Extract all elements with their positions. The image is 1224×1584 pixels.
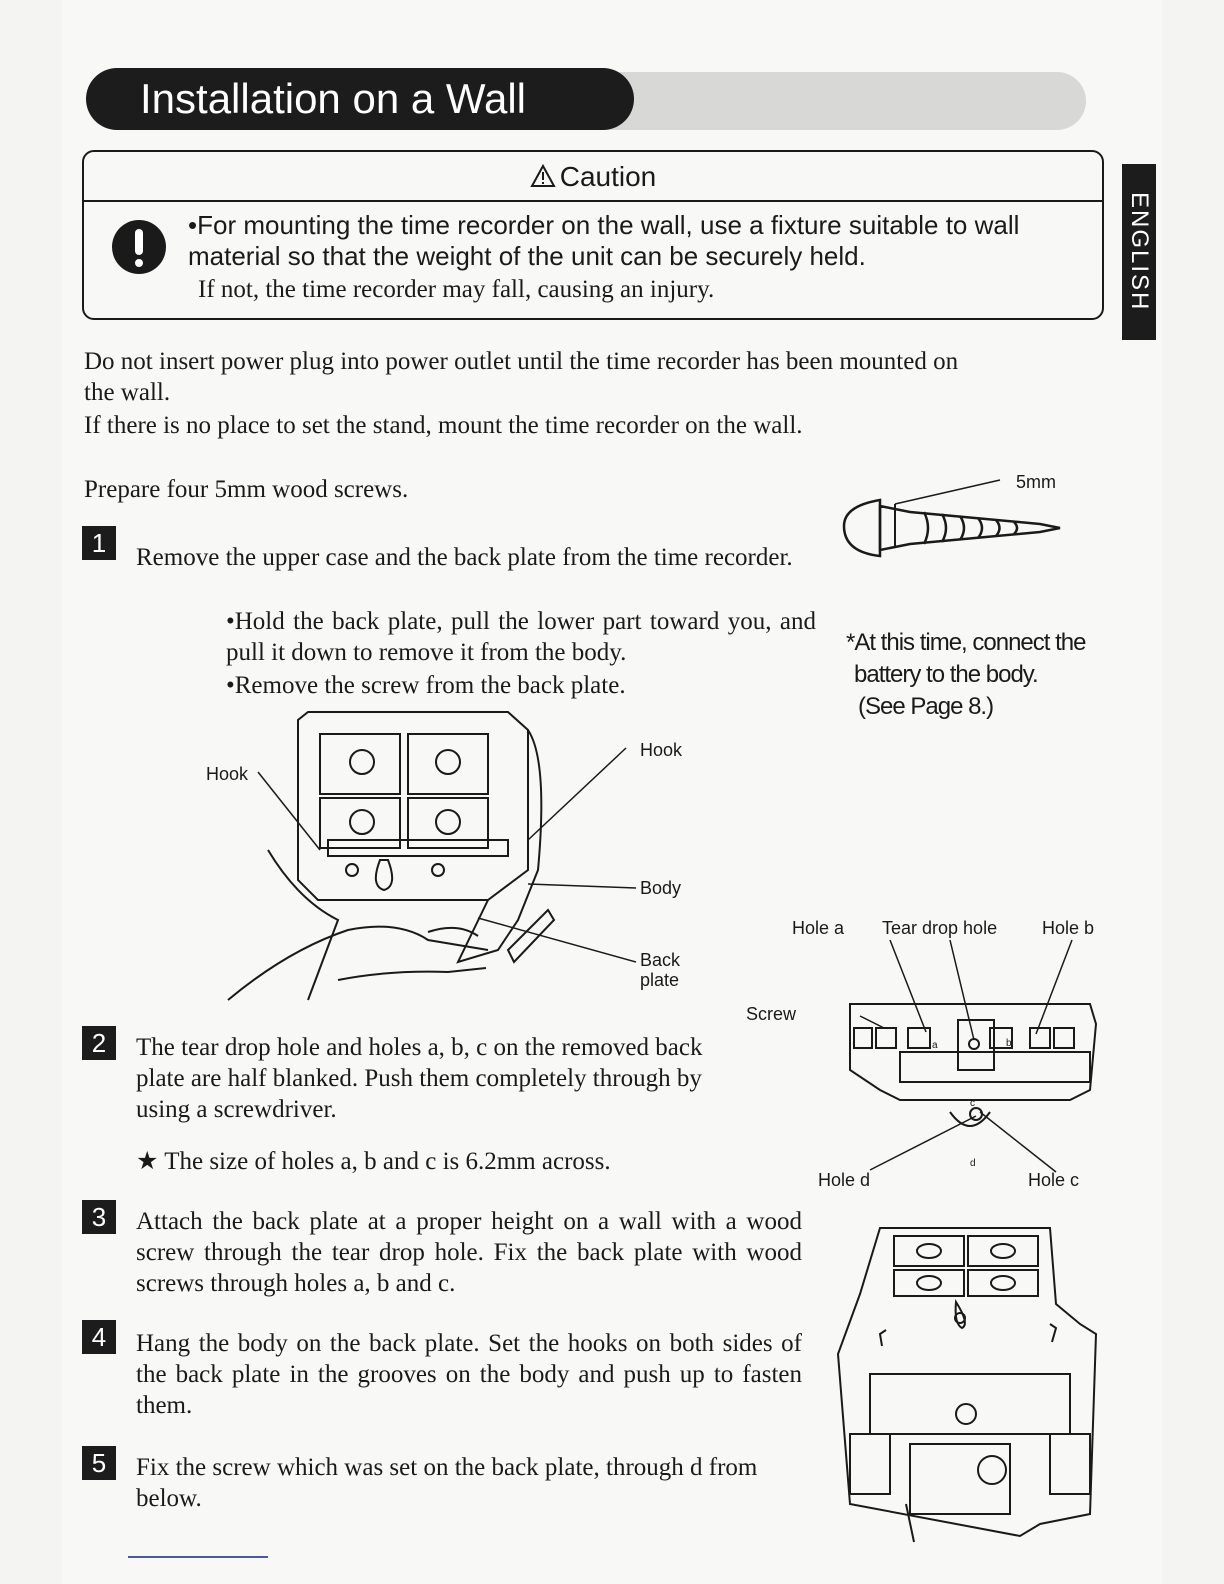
caution-main-text: •For mounting the time recorder on the wall, use a fixture suitable to wall material so that the weight of the unit can be securely held. — [188, 210, 1020, 271]
caution-box — [82, 150, 1104, 320]
hole-d-mark: d — [970, 1158, 976, 1169]
intro-line-3: Prepare four 5mm wood screws. — [84, 476, 409, 503]
step-1-number: 1 — [82, 526, 116, 560]
footer-rule — [128, 1556, 268, 1558]
body-on-back-plate-illustration — [830, 1224, 1106, 1544]
hook-right-label: Hook — [640, 740, 683, 760]
warning-triangle-icon — [530, 164, 556, 188]
step-2-star-note: ★ The size of holes a, b and c is 6.2mm across. — [136, 1148, 611, 1175]
intro-line-1: Do not insert power plug into power outlet until the time recorder has been mounted on the wall. — [84, 348, 959, 406]
step-2-number: 2 — [82, 1026, 116, 1060]
step-1-bullet-1: •Hold the back plate, pull the lower part toward you, and pull it down to remove it from the body. — [226, 608, 816, 666]
screw-label: Screw — [746, 1004, 797, 1024]
back-plate-label-2: plate — [640, 970, 680, 990]
step-2-text: The tear drop hole and holes a, b, c on the removed back plate are half blanked. Push them completely through by using a screwdriver. — [136, 1034, 703, 1123]
step-4-number: 4 — [82, 1320, 116, 1354]
body-label: Body — [640, 878, 682, 898]
hole-a-label: Hole a — [792, 918, 845, 938]
step-5-number: 5 — [82, 1446, 116, 1480]
step-3-text: Attach the back plate at a proper height on a wall with a wood screw through the tear drop hole. Fix the back plate with wood screws through holes a, b and c. — [136, 1208, 802, 1297]
screw-size-label: 5mm — [1016, 472, 1056, 492]
bleed-through-bar — [560, 72, 1086, 130]
step-1-bullet-2: •Remove the screw from the back plate. — [226, 672, 626, 699]
hole-d-label: Hole d — [818, 1170, 871, 1190]
caution-sub-text: If not, the time recorder may fall, causing an injury. — [198, 276, 715, 303]
tear-drop-hole-label: Tear drop hole — [882, 918, 998, 938]
back-plate-label-1: Back — [640, 950, 681, 970]
battery-note-line-1: *At this time, connect the — [846, 629, 1086, 656]
battery-note-line-2: battery to the body. — [854, 661, 1038, 688]
caution-header — [84, 152, 1102, 202]
hole-a-mark: a — [932, 1040, 938, 1051]
battery-note-line-3: (See Page 8.) — [858, 693, 994, 720]
hole-c-mark: c — [970, 1098, 975, 1109]
step-3-number: 3 — [82, 1200, 116, 1234]
back-plate-holes-illustration — [840, 940, 1100, 1190]
step-4-text: Hang the body on the back plate. Set the hooks on both sides of the back plate in the grooves on the body and push up to fasten them. — [136, 1330, 802, 1419]
intro-line-2: If there is no place to set the stand, mount the time recorder on the wall. — [84, 412, 803, 439]
back-plate-removal-illustration — [228, 700, 648, 1010]
step-5-text: Fix the screw which was set on the back plate, through d from below. — [136, 1454, 758, 1512]
hole-b-label: Hole b — [1042, 918, 1095, 938]
step-1-text: Remove the upper case and the back plate from the time recorder. — [136, 544, 793, 571]
caution-heading: Caution — [559, 161, 657, 192]
hook-left-label: Hook — [206, 764, 249, 784]
page-title: Installation on a Wall — [86, 68, 634, 130]
language-tab: ENGLISH — [1122, 164, 1156, 340]
hole-c-label: Hole c — [1028, 1170, 1080, 1190]
exclamation-icon — [112, 220, 166, 274]
hole-b-mark: b — [1006, 1038, 1012, 1049]
